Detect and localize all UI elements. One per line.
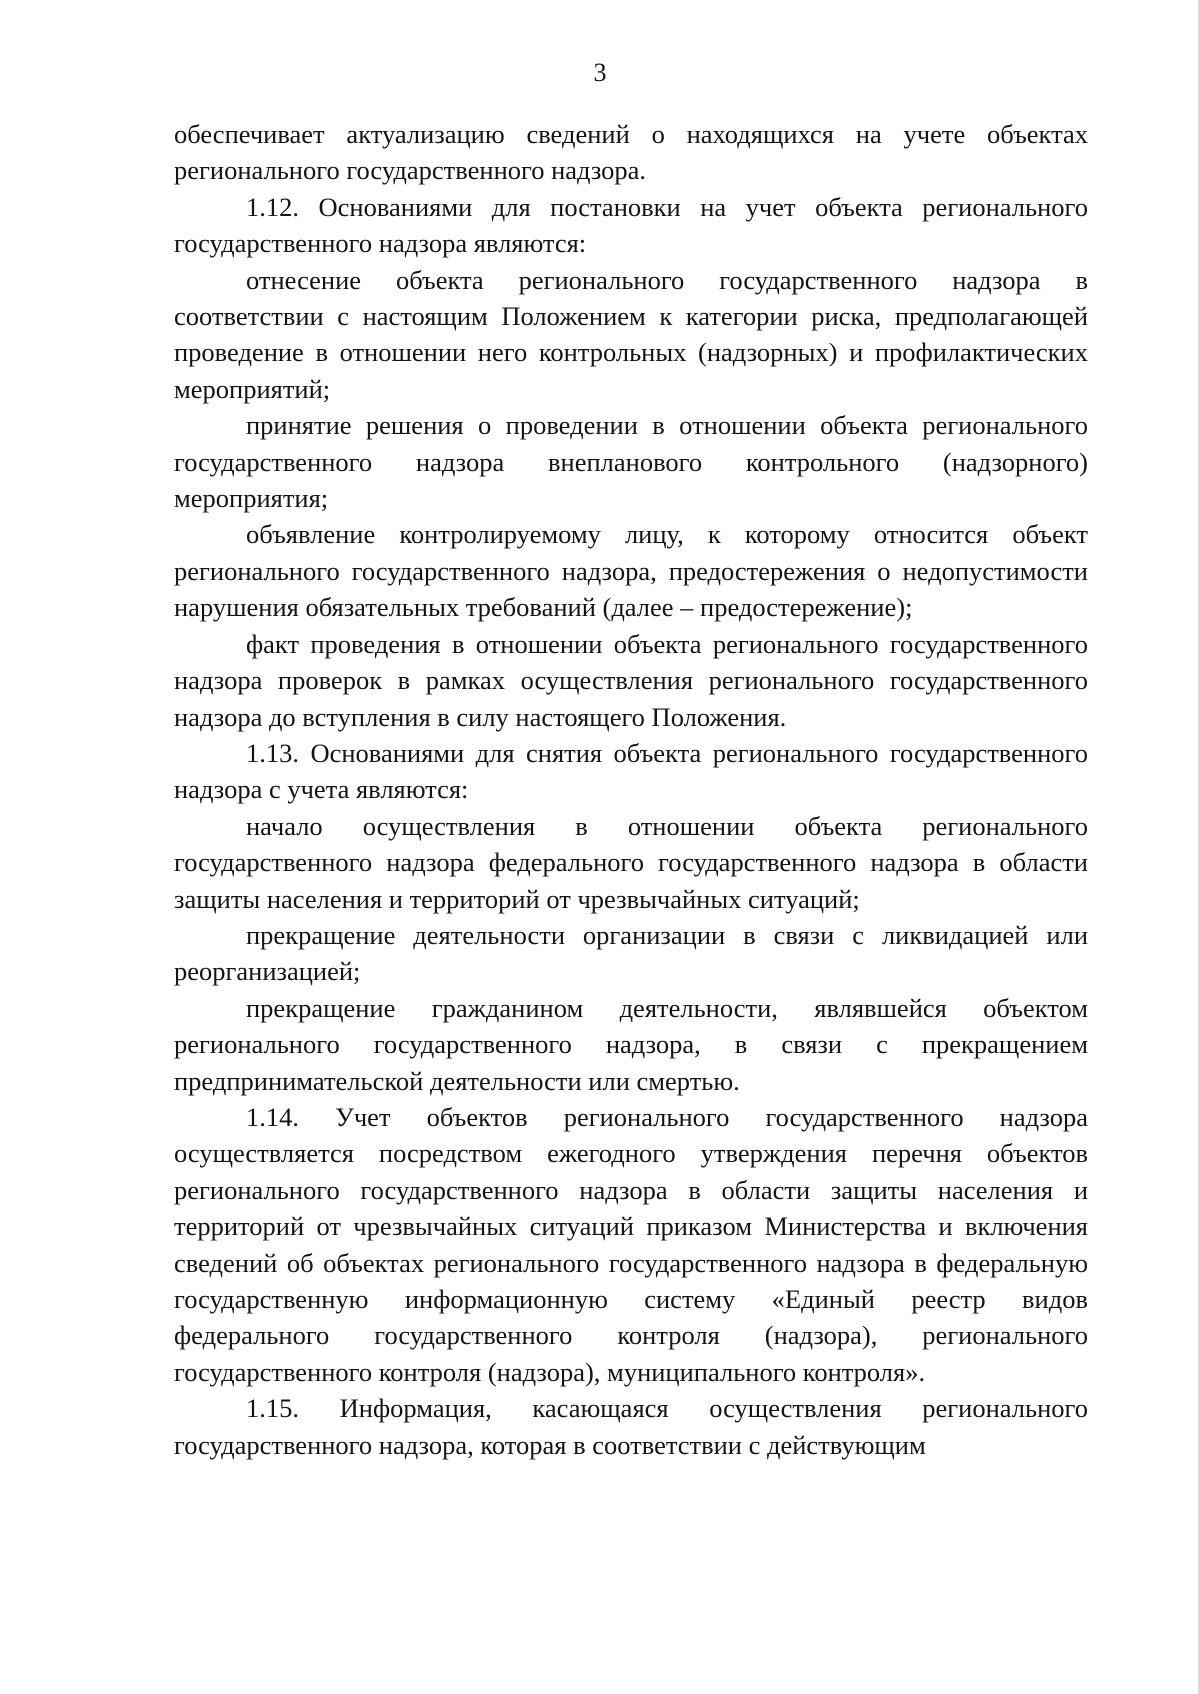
paragraph-citizen-termination: прекращение гражданином деятельности, являвшейся объектом регионального государственного надзора, в связи с прекращением предпринимательской деятельности или смертью.: [174, 992, 1088, 1096]
page-number: 3: [593, 58, 607, 87]
paragraph-continuation: обеспечивает актуализацию сведений о находящихся на учете объектах регионального государственного надзора.: [174, 119, 1088, 186]
paragraph-unscheduled-event: принятие решения о проведении в отношении объекта регионального государственного надзора внепланового контрольного (надзорного) мероприятия;: [174, 410, 1088, 514]
paragraph-1-13: 1.13. Основаниями для снятия объекта регионального государственного надзора с учета являются:: [174, 737, 1088, 805]
paragraph-federal-supervision: начало осуществления в отношении объекта регионального государственного надзора федерального государственного надзора в области защиты населения и территорий от чрезвычайных ситуаций;: [174, 810, 1088, 914]
paragraph-1-15: 1.15. Информация, касающаяся осуществления регионального государственного надзора, которая в соответствии с действующим: [174, 1393, 1088, 1460]
paragraph-liquidation: прекращение деятельности организации в связи с ликвидацией или реорганизацией;: [174, 919, 1088, 987]
paragraph-warning: объявление контролируемому лицу, к которому относится объект регионального государственного надзора, предостережения о недопустимости нарушения обязательных требований (далее – предостережение);: [174, 519, 1088, 623]
paragraph-1-12: 1.12. Основаниями для постановки на учет объекта регионального государственного надзора являются:: [174, 191, 1088, 259]
paragraph-prior-inspections: факт проведения в отношении объекта регионального государственного надзора проверок в рамках осуществления регионального государственного надзора до вступления в силу настоящего Положения.: [174, 628, 1088, 732]
paragraph-risk-category: отнесение объекта регионального государственного надзора в соответствии с настоящим Положением к категории риска, предполагающей проведение в отношении него контрольных (надзорных) и профилактических мероприятий;: [174, 264, 1088, 404]
paragraph-1-14: 1.14. Учет объектов регионального государственного надзора осуществляется посредством ежегодного утверждения перечня объектов регионального государственного надзора в области защиты населения и территорий от чрезвычайных ситуаций приказом Министерства и включения сведений об объектах регионального государственного надзора в федеральную государственную информационную систему «Единый реестр видов федерального государственного контроля (надзора), регионального государственного контроля (надзора), муниципального контроля».: [174, 1101, 1088, 1387]
document-body: [174, 116, 1088, 1463]
